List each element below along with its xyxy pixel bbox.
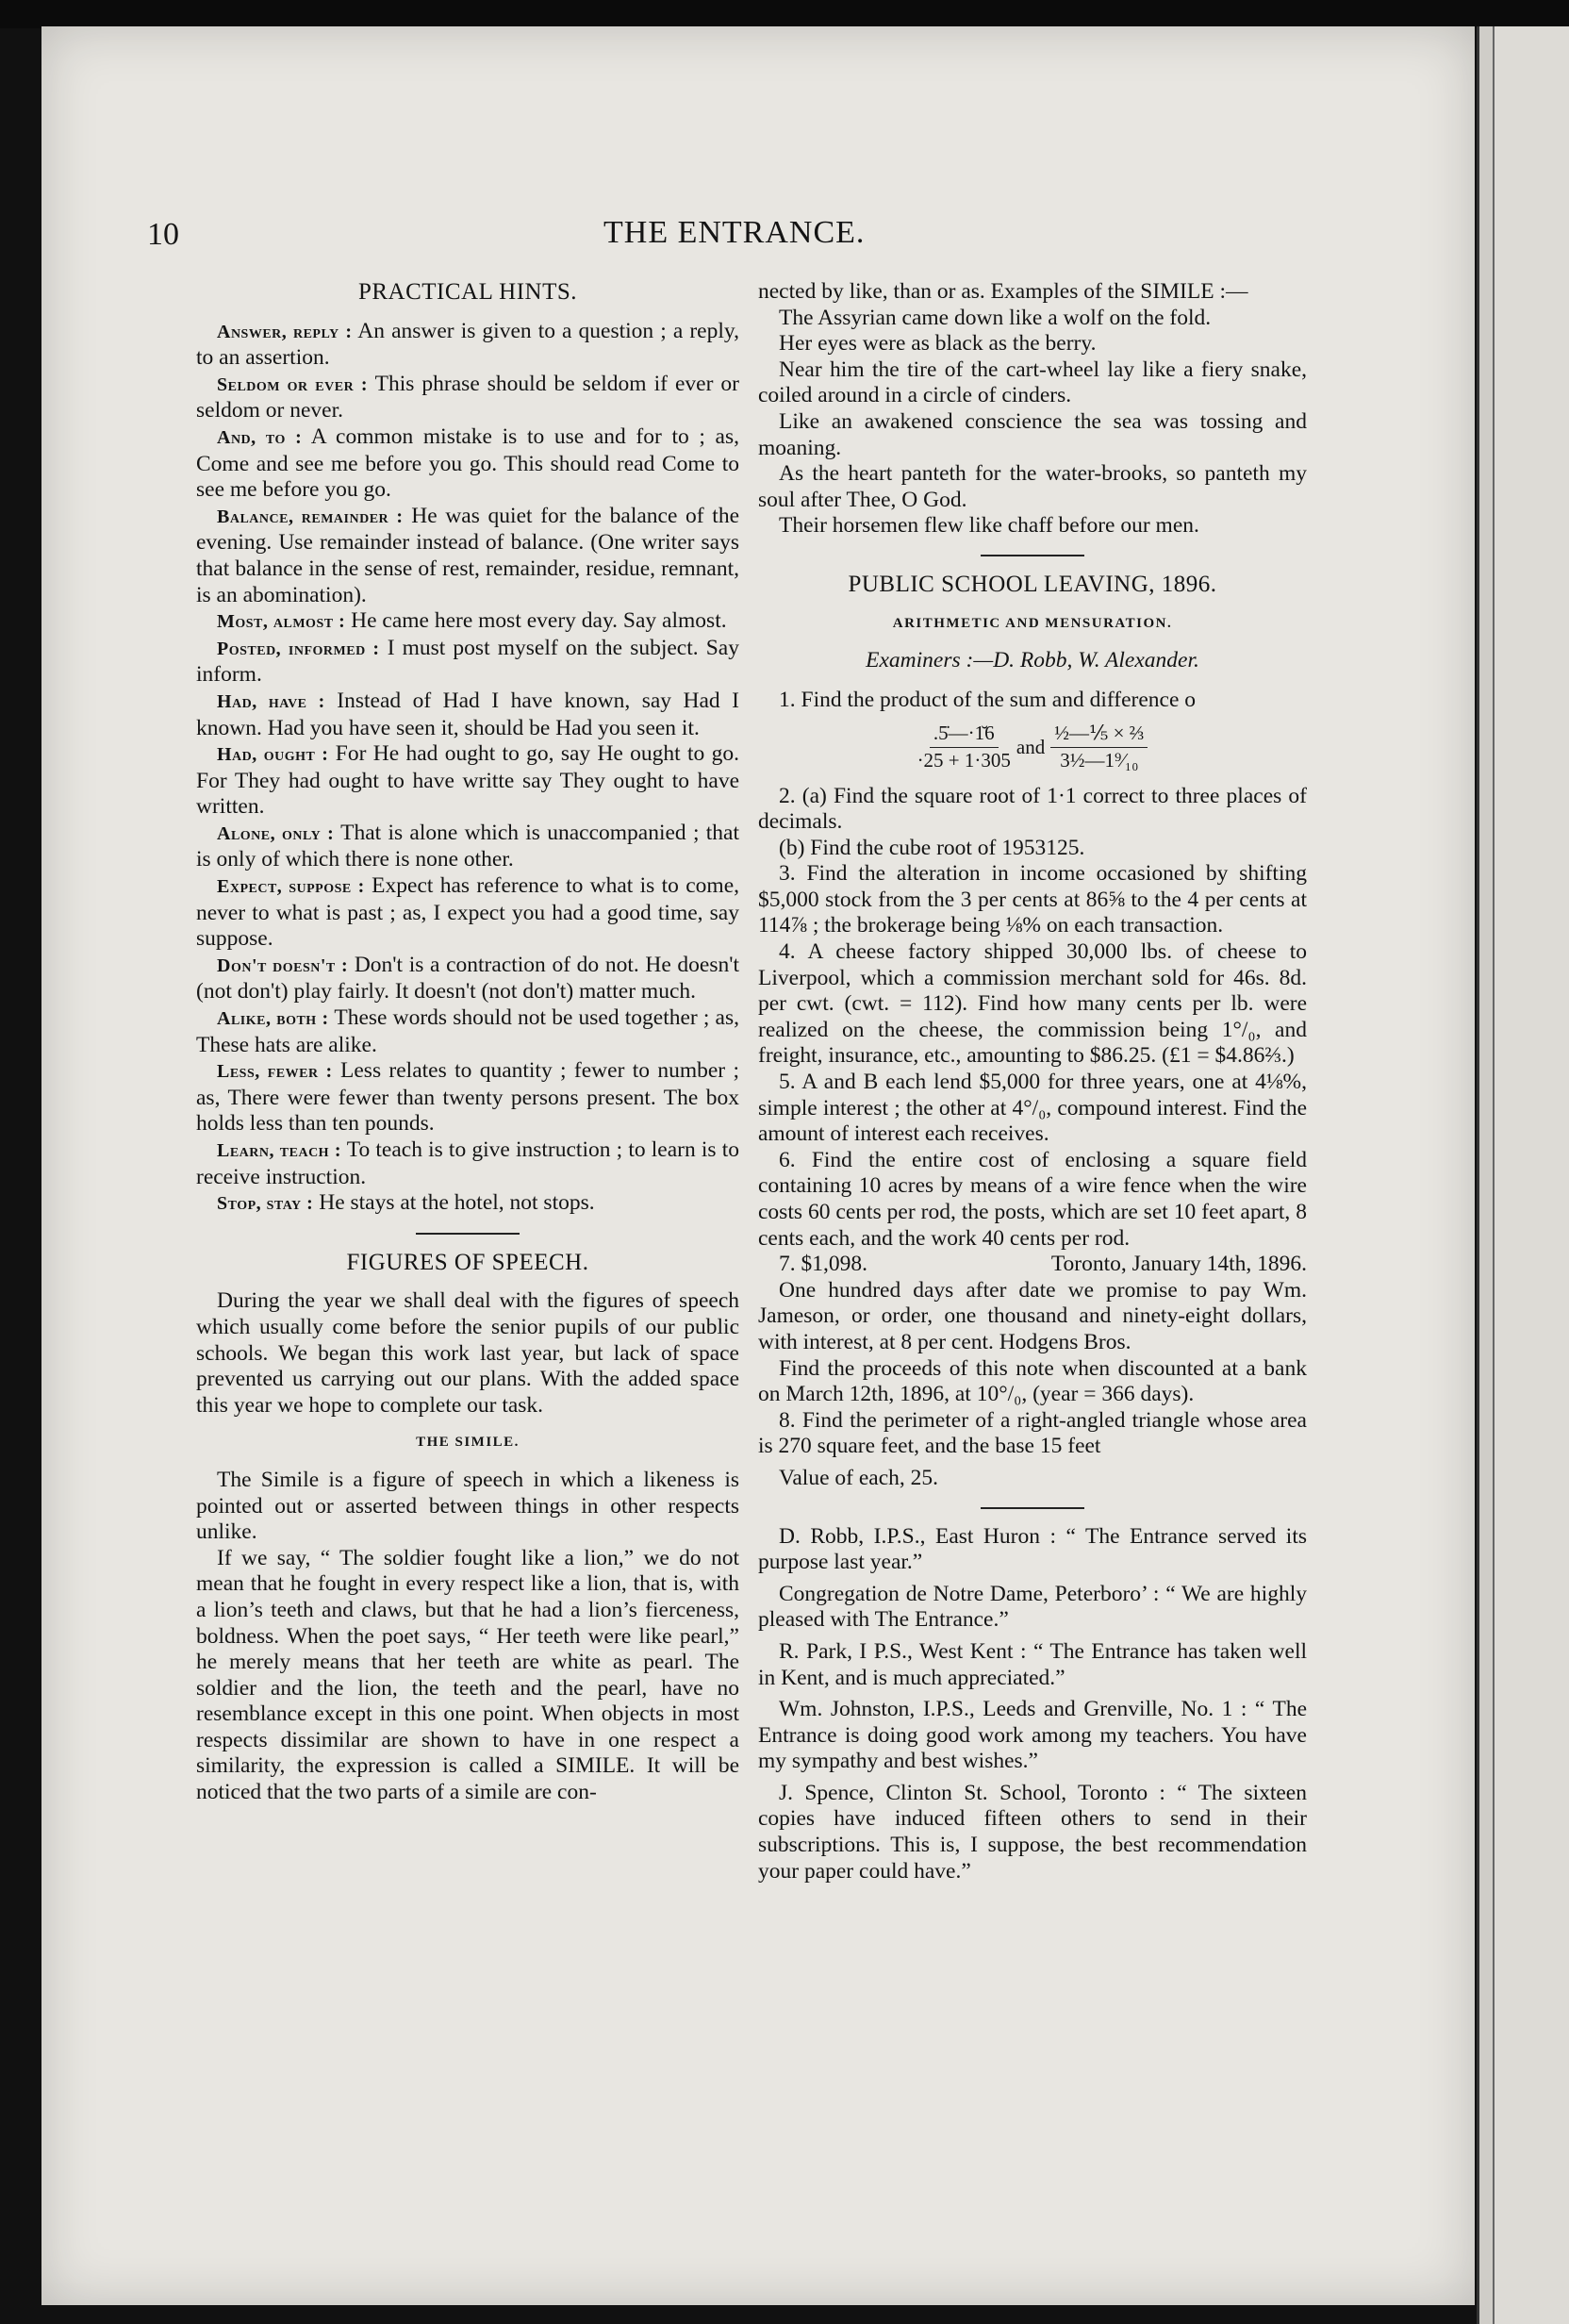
question-7: Find the proceeds of this note when discounted at a bank on March 12th, 1896, at 10°/₀, (year = 366 days).	[758, 1355, 1307, 1407]
figures-intro: During the year we shall deal with the figures of speech which usually come before the senior pupils of our public schools. We began this work last year, but lack of space prevented us carrying out our plans. With the added space this year we hope to complete our task.	[196, 1288, 739, 1418]
hint-term: Most, almost :	[217, 611, 346, 633]
hint-item	[196, 636, 739, 689]
scan-top-edge	[0, 0, 1569, 28]
hint-text: Instead of Had I have known, say Had I known. Had you have seen it, should be Had you seen it.	[196, 688, 739, 740]
fraction-2	[1050, 721, 1148, 773]
hint-item	[196, 873, 739, 953]
fraction-1-denominator: ·25 + 1·305	[917, 748, 1011, 772]
note-place-date: Toronto, January 14th, 1896.	[1050, 1252, 1307, 1277]
hint-item	[196, 319, 739, 372]
testimonial: R. Park, I P.S., West Kent : “ The Entrance has taken well in Kent, and is much appreciated.”	[758, 1638, 1307, 1690]
question-2a: 2. (a) Find the square root of 1·1 correct to three places of decimals.	[758, 783, 1307, 835]
hint-text: To teach is to give instruction ; to learn is to receive instruction.	[196, 1137, 739, 1189]
hint-term: Less, fewer :	[217, 1061, 333, 1083]
simile-example: The Assyrian came down like a wolf on the fold.	[779, 305, 1212, 330]
hint-item	[196, 608, 739, 636]
hint-term: Don't doesn't :	[217, 954, 349, 976]
hint-item	[196, 1058, 739, 1137]
hint-text: An answer is given to a question ; a reply, to an assertion.	[196, 318, 739, 371]
testimonial: Wm. Johnston, I.P.S., Leeds and Grenville, No. 1 : “ The Entrance is doing good work among my teachers. You have my sympathy and best wishes.”	[758, 1697, 1307, 1774]
hint-item	[196, 821, 739, 873]
testimonial: J. Spence, Clinton St. School, Toronto : “ The sixteen copies have induced fifteen others to send in their subscriptions. This is, I suppose, the best recommendation your paper could have.”	[758, 1780, 1307, 1884]
hint-item	[196, 424, 739, 504]
question-7-header	[758, 1252, 1307, 1278]
figures-heading: FIGURES OF SPEECH.	[346, 1249, 589, 1275]
question-2b: (b) Find the cube root of 1953125.	[779, 835, 1085, 860]
hint-term: Had, ought :	[217, 744, 329, 766]
hint-item	[196, 1190, 739, 1218]
question-1-fractions	[758, 721, 1307, 773]
fraction-2-numerator: ½—⅕ × ⅔	[1050, 721, 1148, 748]
hint-text: He was quiet for the balance of the evening. Use remainder instead of balance. (One writer says that balance in the sense of rest, remainder, residue, remnant, is an abomination).	[196, 503, 739, 607]
examiners-line: Examiners :—D. Robb, W. Alexander.	[866, 648, 1199, 673]
hint-text: These words should not be used together ; as, These hats are alike.	[196, 1005, 740, 1057]
hint-text: For He had ought to go, say He ought to go. For They had ought to have writte say They ought to have written.	[196, 741, 739, 820]
hint-term: Stop, stay :	[217, 1193, 314, 1215]
value-note: Value of each, 25.	[779, 1465, 938, 1490]
testimonial: Congregation de Notre Dame, Peterboro’ : “ We are highly pleased with The Entrance.”	[758, 1581, 1307, 1633]
simile-examples	[758, 306, 1307, 540]
hint-term: Seldom or ever :	[217, 374, 369, 395]
hint-term: Alone, only :	[217, 822, 335, 844]
hint-item	[196, 741, 739, 821]
hint-text: Less relates to quantity ; fewer to number ; as, There were fewer than twenty persons present. The box holds less than ten pounds.	[196, 1058, 739, 1137]
hint-term: Learn, teach :	[217, 1140, 342, 1161]
testimonial: D. Robb, I.P.S., East Huron : “ The Entrance served its purpose last year.”	[758, 1523, 1307, 1575]
fraction-1-numerator: .5̇—·1̆6	[930, 721, 999, 748]
hint-item	[196, 689, 739, 741]
hint-item	[196, 1137, 739, 1190]
simile-heading: THE SIMILE.	[416, 1435, 520, 1451]
fraction-2-denominator: 3½—1⁹⁄₁₀	[1060, 748, 1139, 772]
hint-item	[196, 504, 739, 608]
hints-list	[196, 319, 739, 1218]
hint-item	[196, 953, 739, 1005]
question-5: 5. A and B each lend $5,000 for three years, one at 4⅛%, simple interest ; the other at 4°/₀, compound interest. Find the amount of interest each receives.	[758, 1070, 1307, 1147]
simile-example: Like an awakened conscience the sea was tossing and moaning.	[758, 408, 1307, 460]
hint-text: Expect has reference to what is to come, never to what is past ; as, I expect you had a good time, say suppose.	[196, 873, 739, 952]
hint-term: Posted, informed :	[217, 638, 380, 659]
exam-subheading: ARITHMETIC AND MENSURATION.	[892, 615, 1173, 631]
left-column	[196, 279, 739, 1806]
simile-paragraph-2: If we say, “ The soldier fought like a lion,” we do not mean that he fought in every respect like a lion, that is, with a lion’s teeth and claws, but that he had a lion’s fierceness, boldness. When the poet says, “ Her teeth were like pearl,” he merely means that her teeth are white as pearl. The soldier and the lion, the teeth and the pearl, have no resemblance except in this one point. When objects in most respects dissimilar are shown to have in one respect a similarity, the expression is called a SIMILE. It will be noticed that the two parts of a simile are con-	[196, 1545, 739, 1805]
exam-heading: PUBLIC SCHOOL LEAVING, 1896.	[848, 571, 1217, 597]
question-3: 3. Find the alteration in income occasioned by shifting $5,000 stock from the 3 per cents at 86⅝ to the 4 per cents at 114⅞ ; the brokerage being ⅛% on each transaction.	[758, 861, 1307, 938]
simile-example: As the heart panteth for the water-brooks, so panteth my soul after Thee, O God.	[758, 461, 1307, 512]
hint-term: Had, have :	[217, 690, 325, 712]
simile-example: Her eyes were as black as the berry.	[779, 331, 1097, 357]
section-divider	[981, 1507, 1084, 1509]
fraction-1	[917, 721, 1011, 773]
hint-term: And, to :	[217, 426, 303, 448]
hint-text: A common mistake is to use and for to ; as, Come and see me before you go. This should read Come to see me before you go.	[196, 423, 739, 503]
promissory-note: One hundred days after date we promise to pay Wm. Jameson, or order, one thousand and ninety-eight dollars, with interest, at 8 per cent. Hodgens Bros.	[758, 1277, 1307, 1354]
running-title: THE ENTRANCE.	[603, 215, 866, 250]
hint-item	[196, 372, 739, 424]
question-8: 8. Find the perimeter of a right-angled triangle whose area is 270 square feet, and the base 15 feet	[758, 1407, 1307, 1459]
question-4: 4. A cheese factory shipped 30,000 lbs. of cheese to Liverpool, which a commission merchant sold for 46s. 8d. per cwt. (cwt. = 112). Find how many cents per lb. were realized on the cheese, the commission being 1°/₀, and freight, insurance, etc., amounting to $86.25. (£1 = $4.86⅔.)	[758, 939, 1307, 1069]
hint-term: Alike, both :	[217, 1008, 329, 1030]
hint-text: He stays at the hotel, not stops.	[319, 1190, 595, 1216]
right-column	[758, 279, 1307, 1890]
section-divider	[416, 1233, 520, 1235]
hint-term: Balance, remainder :	[217, 506, 404, 527]
hint-text: He came here most every day. Say almost.	[351, 608, 727, 634]
hint-item	[196, 1005, 739, 1058]
hint-text: I must post myself on the subject. Say inform.	[196, 635, 739, 688]
simile-example: Their horsemen flew like chaff before our men.	[779, 513, 1199, 539]
question-6: 6. Find the entire cost of enclosing a square field containing 10 acres by means of a wire fence when the wire costs 60 cents per rod, the posts, which are set 10 feet apart, 8 cents each, and the work 40 cents per rod.	[758, 1147, 1307, 1251]
hint-text: That is alone which is unaccompanied ; that is only of which there is none other.	[196, 820, 739, 872]
simile-example: Near him the tire of the cart-wheel lay like a fiery snake, coiled around in a circle of cinders.	[758, 357, 1307, 408]
hint-term: Expect, suppose :	[217, 876, 365, 898]
hint-text: Don't is a contraction of do not. He doesn't (not don't) play fairly. It doesn't (not don't) matter much.	[196, 952, 740, 1004]
practical-hints-heading: PRACTICAL HINTS.	[357, 279, 578, 305]
hint-text: This phrase should be seldom if ever or seldom or never.	[196, 371, 740, 423]
note-amount: 7. $1,098.	[779, 1252, 867, 1277]
testimonials	[758, 1524, 1307, 1885]
fraction-joiner: and	[1016, 735, 1046, 758]
question-1: 1. Find the product of the sum and difference o	[779, 687, 1197, 712]
section-divider	[981, 555, 1084, 556]
simile-paragraph-1: The Simile is a figure of speech in which a likeness is pointed out or asserted between things in other respects unlike.	[196, 1467, 739, 1545]
page-number: 10	[147, 217, 179, 252]
simile-continued: nected by like, than or as. Examples of the SIMILE :—	[758, 279, 1248, 304]
next-page-edge	[1477, 26, 1569, 2324]
hint-term: Answer, reply :	[217, 321, 353, 342]
